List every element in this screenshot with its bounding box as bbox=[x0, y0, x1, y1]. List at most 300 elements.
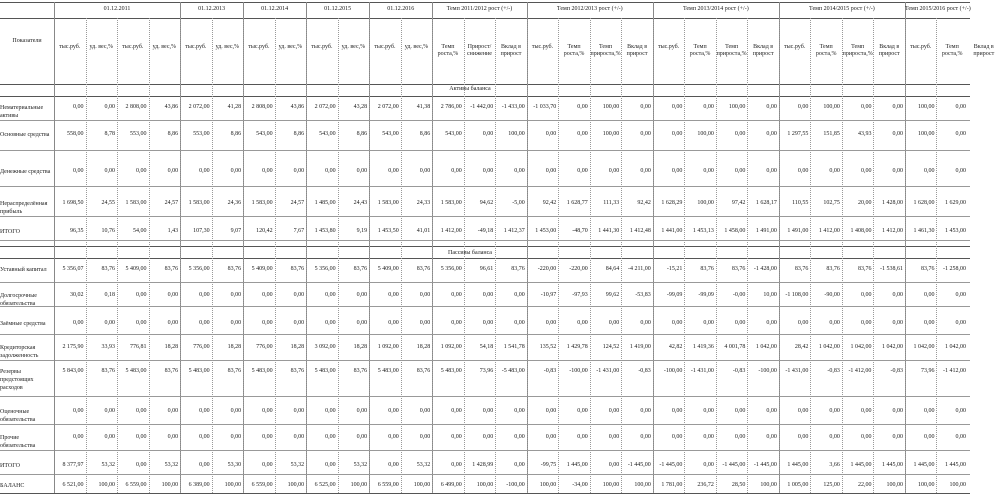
table-cell: 1 698,50 bbox=[62, 200, 84, 206]
table-cell: 0,00 bbox=[388, 168, 399, 174]
table-cell: 0,00 bbox=[640, 104, 651, 110]
table-cell: 6 559,00 bbox=[377, 482, 399, 488]
table-cell: 0,00 bbox=[545, 408, 557, 414]
table-cell: 0,00 bbox=[514, 462, 525, 468]
row-label: Уставный капитал bbox=[0, 267, 47, 273]
table-cell: 1 042,00 bbox=[818, 344, 840, 350]
column-header: тыс.руб. bbox=[374, 44, 396, 50]
table-cell: 1 541,78 bbox=[503, 344, 525, 350]
grid-line bbox=[0, 246, 970, 247]
table-cell: 6 389,00 bbox=[188, 482, 210, 488]
table-cell: 0,00 bbox=[640, 131, 651, 137]
column-header: Вклад в прирост bbox=[500, 44, 522, 57]
table-cell: 2 808,00 bbox=[125, 104, 147, 110]
table-cell: 0,00 bbox=[797, 434, 809, 440]
table-cell: -1 445,00 bbox=[659, 462, 683, 468]
table-cell: 92,42 bbox=[542, 200, 557, 206]
row-label: Прочие обязательства bbox=[0, 435, 36, 449]
table-cell: -100,00 bbox=[506, 482, 525, 488]
table-cell: 41,28 bbox=[227, 104, 242, 110]
table-cell: 83,76 bbox=[290, 368, 305, 374]
table-cell: 83,76 bbox=[700, 266, 714, 272]
first-column-header: Показатели bbox=[12, 38, 42, 44]
table-cell: 83,76 bbox=[101, 266, 116, 272]
table-cell: 8,86 bbox=[167, 131, 179, 137]
table-cell: 0,00 bbox=[482, 131, 494, 137]
table-cell: 100,00 bbox=[917, 482, 935, 488]
table-cell: 0,00 bbox=[293, 292, 305, 298]
table-cell: 8 377,97 bbox=[62, 462, 84, 468]
table-cell: -10,97 bbox=[540, 292, 557, 298]
table-cell: 100,00 bbox=[539, 482, 557, 488]
table-cell: 83,76 bbox=[511, 266, 525, 272]
table-cell: 1 453,80 bbox=[314, 228, 336, 234]
table-cell: 6 499,00 bbox=[440, 482, 462, 488]
table-cell: 100,00 bbox=[413, 482, 431, 488]
table-cell: 0,00 bbox=[451, 292, 462, 298]
grid-line bbox=[149, 18, 150, 493]
table-cell: 43,86 bbox=[290, 104, 305, 110]
table-cell: 0,00 bbox=[766, 434, 777, 440]
table-cell: -220,00 bbox=[537, 266, 557, 272]
table-cell: 28,50 bbox=[731, 482, 746, 488]
table-cell: 0,00 bbox=[104, 104, 116, 110]
table-cell: 0,00 bbox=[892, 168, 903, 174]
row-label: Нематериальные активы bbox=[0, 105, 44, 119]
table-cell: 0,00 bbox=[325, 434, 336, 440]
table-cell: -1 445,00 bbox=[753, 462, 777, 468]
table-cell: 0,00 bbox=[734, 408, 746, 414]
table-cell: 83,76 bbox=[416, 266, 431, 272]
table-cell: 42,82 bbox=[668, 344, 683, 350]
table-cell: 0,00 bbox=[829, 168, 840, 174]
table-cell: 0,00 bbox=[230, 434, 242, 440]
table-cell: 2 175,90 bbox=[62, 344, 84, 350]
table-cell: 543,00 bbox=[445, 131, 462, 137]
table-cell: 0,00 bbox=[199, 320, 210, 326]
table-cell: 0,00 bbox=[451, 462, 462, 468]
table-cell: 0,00 bbox=[73, 434, 84, 440]
table-cell: 0,00 bbox=[262, 408, 273, 414]
table-cell: 83,76 bbox=[227, 266, 242, 272]
table-cell: 0,00 bbox=[73, 168, 84, 174]
table-cell: 53,32 bbox=[416, 462, 431, 468]
table-cell: 1 042,00 bbox=[850, 344, 872, 350]
table-cell: 0,00 bbox=[514, 408, 525, 414]
section-assets: Активы баланса bbox=[449, 86, 491, 92]
grid-line bbox=[86, 18, 87, 493]
table-cell: 1 445,00 bbox=[850, 462, 872, 468]
table-cell: 0,00 bbox=[136, 320, 147, 326]
row-label: Оценочные обязательства bbox=[0, 409, 36, 423]
table-cell: 0,00 bbox=[671, 320, 683, 326]
table-cell: -0,83 bbox=[543, 368, 557, 374]
table-cell: 1 628,00 bbox=[913, 200, 935, 206]
table-cell: 1 428,00 bbox=[881, 200, 903, 206]
table-cell: 135,52 bbox=[539, 344, 557, 350]
table-cell: 1 428,99 bbox=[472, 462, 494, 468]
table-cell: -1 442,00 bbox=[470, 104, 494, 110]
column-header: тыс.руб. bbox=[185, 44, 207, 50]
table-cell: 0,00 bbox=[577, 168, 588, 174]
table-cell: 1 458,00 bbox=[724, 228, 746, 234]
table-cell: 0,00 bbox=[923, 320, 935, 326]
grid-line bbox=[275, 18, 276, 493]
table-cell: 0,00 bbox=[640, 408, 651, 414]
table-cell: 0,00 bbox=[136, 408, 147, 414]
table-cell: 0,00 bbox=[734, 131, 746, 137]
table-cell: 5 409,00 bbox=[251, 266, 273, 272]
column-header: Темп роста,% bbox=[689, 44, 711, 57]
table-cell: 83,76 bbox=[164, 266, 179, 272]
table-cell: 5 483,00 bbox=[377, 368, 399, 374]
table-cell: 0,00 bbox=[860, 104, 872, 110]
row-label: Резервы предстоящих расходов bbox=[0, 369, 34, 391]
table-cell: 1 628,77 bbox=[566, 200, 588, 206]
table-cell: 0,00 bbox=[892, 408, 903, 414]
table-cell: 18,28 bbox=[416, 344, 431, 350]
table-cell: 0,00 bbox=[577, 320, 588, 326]
table-cell: 1 491,00 bbox=[787, 228, 809, 234]
table-cell: 1 628,29 bbox=[661, 200, 683, 206]
grid-line bbox=[0, 450, 970, 451]
table-cell: -34,00 bbox=[572, 482, 588, 488]
table-cell: 0,00 bbox=[325, 408, 336, 414]
table-cell: 83,76 bbox=[164, 368, 179, 374]
grid-line bbox=[653, 18, 654, 493]
table-cell: 0,00 bbox=[608, 462, 620, 468]
grid-line bbox=[810, 18, 811, 493]
table-cell: 41,38 bbox=[416, 104, 431, 110]
column-header: тыс.руб. bbox=[248, 44, 270, 50]
table-cell: 83,76 bbox=[857, 266, 872, 272]
grid-line bbox=[0, 84, 970, 85]
table-cell: 100,00 bbox=[350, 482, 368, 488]
table-cell: -5 483,00 bbox=[501, 368, 525, 374]
table-cell: 1 445,00 bbox=[944, 462, 966, 468]
table-cell: 2 072,00 bbox=[188, 104, 210, 110]
grid-line bbox=[684, 18, 685, 493]
grid-line bbox=[0, 334, 970, 335]
table-cell: 0,00 bbox=[482, 434, 494, 440]
table-cell: 776,00 bbox=[193, 344, 210, 350]
column-header: уд. вес,% bbox=[278, 44, 303, 50]
table-cell: 0,00 bbox=[419, 434, 431, 440]
table-cell: 83,76 bbox=[794, 266, 809, 272]
grid-line bbox=[0, 258, 970, 259]
table-cell: -0,83 bbox=[638, 368, 651, 374]
grid-line bbox=[180, 18, 181, 493]
table-cell: 100,00 bbox=[760, 482, 777, 488]
table-cell: 2 072,00 bbox=[377, 104, 399, 110]
grid-line bbox=[0, 493, 970, 494]
table-cell: 0,00 bbox=[167, 168, 179, 174]
group-header: Темп 2015/2016 рост (+/-) bbox=[904, 6, 971, 12]
table-cell: 124,52 bbox=[602, 344, 620, 350]
table-cell: 5 483,00 bbox=[440, 368, 462, 374]
table-cell: 100,00 bbox=[602, 482, 620, 488]
table-cell: 54,18 bbox=[479, 344, 494, 350]
table-cell: -97,93 bbox=[572, 292, 588, 298]
grid-line bbox=[117, 18, 118, 493]
table-cell: 0,00 bbox=[388, 320, 399, 326]
row-label: БАЛАНС bbox=[0, 483, 25, 489]
table-cell: 0,00 bbox=[136, 434, 147, 440]
table-cell: 83,76 bbox=[227, 368, 242, 374]
table-cell: 7,67 bbox=[293, 228, 305, 234]
column-header: Вклад в прирост bbox=[878, 44, 900, 57]
table-cell: 0,00 bbox=[766, 104, 777, 110]
grid-line bbox=[0, 150, 970, 151]
grid-line bbox=[0, 120, 970, 121]
table-cell: 0,00 bbox=[703, 320, 714, 326]
table-cell: 83,76 bbox=[101, 368, 116, 374]
table-cell: 73,96 bbox=[479, 368, 494, 374]
table-cell: 1 445,00 bbox=[913, 462, 935, 468]
grid-line bbox=[0, 18, 970, 19]
table-cell: 0,00 bbox=[73, 408, 84, 414]
table-cell: 100,00 bbox=[602, 131, 620, 137]
column-header: Прирост/ снижение bbox=[467, 44, 492, 57]
table-cell: 776,81 bbox=[130, 344, 147, 350]
table-cell: 97,42 bbox=[731, 200, 746, 206]
table-cell: 1 781,00 bbox=[661, 482, 683, 488]
grid-line bbox=[842, 18, 843, 493]
table-cell: 10,76 bbox=[101, 228, 116, 234]
table-cell: 4 001,78 bbox=[724, 344, 746, 350]
table-cell: 24,36 bbox=[227, 200, 242, 206]
table-cell: 0,00 bbox=[797, 168, 809, 174]
table-cell: 0,00 bbox=[766, 168, 777, 174]
table-cell: 5 483,00 bbox=[314, 368, 336, 374]
table-cell: 3,66 bbox=[829, 462, 840, 468]
row-label: Денежные средства bbox=[0, 169, 51, 175]
row-label: Кредиторская задолженность bbox=[0, 345, 39, 359]
table-cell: -0,83 bbox=[827, 368, 840, 374]
table-cell: 8,86 bbox=[293, 131, 305, 137]
table-cell: 0,00 bbox=[577, 131, 588, 137]
table-cell: 0,00 bbox=[892, 434, 903, 440]
table-cell: 1 453,00 bbox=[944, 228, 966, 234]
table-cell: 1 453,50 bbox=[377, 228, 399, 234]
table-cell: 0,00 bbox=[734, 434, 746, 440]
table-cell: 100,00 bbox=[161, 482, 179, 488]
table-cell: 3 092,00 bbox=[314, 344, 336, 350]
table-cell: 0,00 bbox=[104, 434, 116, 440]
table-cell: 0,00 bbox=[797, 104, 809, 110]
table-cell: 24,43 bbox=[353, 200, 368, 206]
table-cell: 100,00 bbox=[287, 482, 305, 488]
table-cell: 9,07 bbox=[230, 228, 242, 234]
table-cell: 0,00 bbox=[955, 434, 966, 440]
table-cell: 0,00 bbox=[230, 408, 242, 414]
grid-line bbox=[0, 216, 970, 217]
table-cell: 5 483,00 bbox=[125, 368, 147, 374]
table-cell: 9,19 bbox=[356, 228, 368, 234]
table-cell: 5 483,00 bbox=[251, 368, 273, 374]
table-cell: 83,76 bbox=[826, 266, 840, 272]
table-cell: 0,00 bbox=[671, 434, 683, 440]
table-cell: -53,83 bbox=[635, 292, 651, 298]
table-cell: -100,00 bbox=[758, 368, 777, 374]
table-cell: 0,00 bbox=[703, 408, 714, 414]
table-cell: 0,00 bbox=[860, 292, 872, 298]
table-cell: -99,75 bbox=[540, 462, 557, 468]
table-cell: 553,00 bbox=[130, 131, 147, 137]
column-header: Темп прироста,% bbox=[842, 44, 873, 57]
table-cell: 100,00 bbox=[697, 131, 714, 137]
table-cell: 0,00 bbox=[482, 168, 494, 174]
table-cell: 18,28 bbox=[353, 344, 368, 350]
table-cell: -100,00 bbox=[569, 368, 588, 374]
grid-line bbox=[747, 18, 748, 493]
table-cell: 0,00 bbox=[703, 462, 714, 468]
grid-line bbox=[621, 18, 622, 493]
table-cell: 543,00 bbox=[382, 131, 399, 137]
column-header: тыс.руб. bbox=[122, 44, 144, 50]
table-cell: 18,28 bbox=[227, 344, 242, 350]
table-cell: 96,61 bbox=[479, 266, 494, 272]
table-cell: 0,00 bbox=[325, 292, 336, 298]
table-cell: 0,00 bbox=[703, 168, 714, 174]
table-cell: 83,76 bbox=[353, 368, 368, 374]
column-header: Темп роста,% bbox=[563, 44, 585, 57]
table-cell: 99,62 bbox=[605, 292, 620, 298]
table-cell: 100,00 bbox=[476, 482, 494, 488]
table-cell: 73,96 bbox=[920, 368, 935, 374]
table-cell: 1 485,00 bbox=[314, 200, 336, 206]
table-cell: 0,00 bbox=[892, 292, 903, 298]
table-cell: 1 412,00 bbox=[881, 228, 903, 234]
table-cell: 1 583,00 bbox=[125, 200, 147, 206]
table-cell: 5 409,00 bbox=[125, 266, 147, 272]
table-cell: -90,00 bbox=[824, 292, 840, 298]
table-cell: 1 629,00 bbox=[944, 200, 966, 206]
grid-line bbox=[0, 360, 970, 361]
table-cell: 1 042,00 bbox=[755, 344, 777, 350]
table-cell: 0,00 bbox=[293, 168, 305, 174]
table-cell: 0,00 bbox=[892, 104, 903, 110]
group-header: Темп 2012/2013 рост (+/-) bbox=[556, 6, 623, 12]
table-cell: 1 429,78 bbox=[566, 344, 588, 350]
table-cell: 0,00 bbox=[230, 292, 242, 298]
table-cell: 0,00 bbox=[766, 320, 777, 326]
grid-line bbox=[590, 18, 591, 493]
table-cell: 1 092,00 bbox=[440, 344, 462, 350]
table-cell: 1 092,00 bbox=[377, 344, 399, 350]
table-cell: 0,00 bbox=[829, 434, 840, 440]
table-cell: 20,00 bbox=[857, 200, 872, 206]
table-cell: 100,00 bbox=[886, 482, 903, 488]
table-cell: 102,75 bbox=[823, 200, 840, 206]
table-cell: -15,21 bbox=[666, 266, 683, 272]
table-cell: -1 431,00 bbox=[785, 368, 809, 374]
table-cell: 0,00 bbox=[199, 292, 210, 298]
table-cell: 0,00 bbox=[608, 408, 620, 414]
table-cell: 0,00 bbox=[419, 408, 431, 414]
table-cell: 1 042,00 bbox=[913, 344, 935, 350]
grid-line bbox=[306, 18, 307, 493]
group-header: Темп 2014/2015 рост (+/-) bbox=[809, 6, 875, 12]
table-cell: -1 033,70 bbox=[533, 104, 557, 110]
table-cell: 43,28 bbox=[353, 104, 368, 110]
table-cell: 0,00 bbox=[482, 320, 494, 326]
table-cell: 1 453,13 bbox=[692, 228, 714, 234]
table-cell: -1 258,00 bbox=[942, 266, 966, 272]
table-cell: 0,00 bbox=[104, 168, 116, 174]
table-cell: 1 042,00 bbox=[944, 344, 966, 350]
table-cell: 30,02 bbox=[70, 292, 84, 298]
table-cell: 6 559,00 bbox=[125, 482, 147, 488]
table-cell: 1 419,00 bbox=[629, 344, 651, 350]
table-cell: 1,43 bbox=[167, 228, 179, 234]
table-cell: 0,00 bbox=[640, 320, 651, 326]
table-cell: 0,00 bbox=[577, 104, 588, 110]
table-cell: 5 843,00 bbox=[62, 368, 84, 374]
table-cell: 5 356,00 bbox=[440, 266, 462, 272]
table-cell: 0,00 bbox=[860, 434, 872, 440]
table-cell: 33,93 bbox=[101, 344, 116, 350]
table-cell: 553,00 bbox=[193, 131, 210, 137]
table-cell: -1 538,61 bbox=[879, 266, 903, 272]
group-header: Темп 2013/2014 рост (+/-) bbox=[682, 6, 749, 12]
table-cell: 0,00 bbox=[671, 131, 683, 137]
table-cell: 0,00 bbox=[955, 320, 966, 326]
table-cell: 0,00 bbox=[136, 292, 147, 298]
table-cell: 10,00 bbox=[763, 292, 777, 298]
table-cell: -220,00 bbox=[569, 266, 588, 272]
table-cell: 43,86 bbox=[164, 104, 179, 110]
table-cell: 100,00 bbox=[508, 131, 525, 137]
table-cell: 0,00 bbox=[766, 131, 777, 137]
table-cell: 1 491,00 bbox=[755, 228, 777, 234]
grid-line bbox=[936, 18, 937, 493]
table-cell: 0,00 bbox=[923, 408, 935, 414]
column-header: тыс.руб. bbox=[784, 44, 806, 50]
table-cell: -1 431,00 bbox=[690, 368, 714, 374]
table-cell: 0,00 bbox=[293, 320, 305, 326]
table-cell: 24,33 bbox=[416, 200, 431, 206]
table-cell: 1 445,00 bbox=[566, 462, 588, 468]
table-cell: 0,00 bbox=[608, 434, 620, 440]
table-cell: 1 628,17 bbox=[755, 200, 777, 206]
table-cell: 94,62 bbox=[479, 200, 494, 206]
table-cell: 8,86 bbox=[419, 131, 431, 137]
table-cell: 100,00 bbox=[697, 200, 714, 206]
table-cell: 0,00 bbox=[388, 292, 399, 298]
table-cell: 0,00 bbox=[325, 320, 336, 326]
table-cell: 0,00 bbox=[482, 408, 494, 414]
row-label: Основные средства bbox=[0, 132, 50, 138]
grid-line bbox=[212, 18, 213, 493]
table-cell: 100,00 bbox=[224, 482, 242, 488]
table-cell: 84,64 bbox=[605, 266, 620, 272]
column-header: уд. вес,% bbox=[341, 44, 366, 50]
table-cell: 0,00 bbox=[388, 408, 399, 414]
table-cell: 83,76 bbox=[353, 266, 368, 272]
table-cell: 0,00 bbox=[451, 434, 462, 440]
table-cell: 1 441,30 bbox=[598, 228, 620, 234]
table-cell: 0,00 bbox=[545, 434, 557, 440]
table-cell: 1 412,00 bbox=[440, 228, 462, 234]
table-cell: 0,00 bbox=[325, 168, 336, 174]
table-cell: 0,00 bbox=[955, 292, 966, 298]
column-header: тыс.руб. bbox=[910, 44, 932, 50]
table-cell: 8,86 bbox=[230, 131, 242, 137]
table-cell: 5 483,00 bbox=[188, 368, 210, 374]
table-cell: 0,00 bbox=[734, 320, 746, 326]
table-cell: 0,00 bbox=[923, 292, 935, 298]
